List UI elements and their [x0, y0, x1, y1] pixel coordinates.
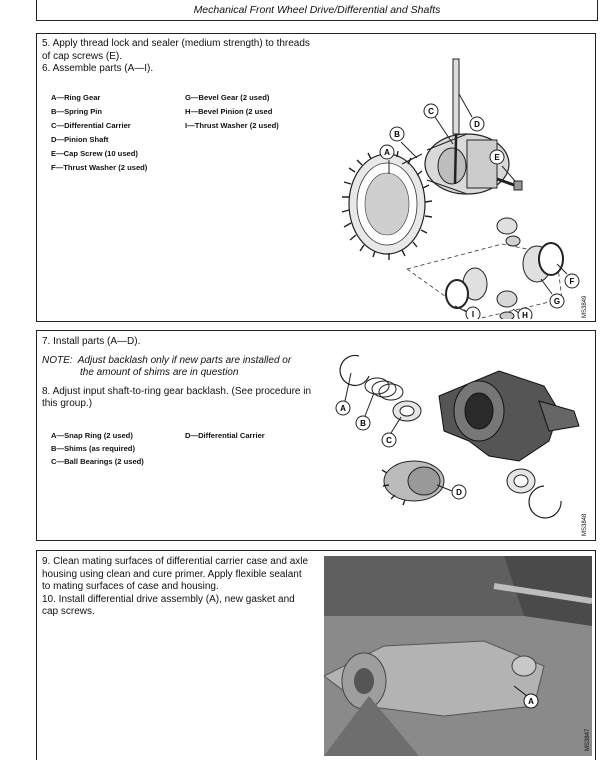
bevel-gears-drawing [446, 218, 563, 319]
legend-item: A—Snap Ring (2 used) [51, 431, 133, 440]
callout-C [382, 417, 401, 447]
panel-install-parts [36, 330, 596, 541]
cap-screw-drawing [497, 179, 522, 190]
legend-item: E—Cap Screw (10 used) [51, 149, 138, 158]
legend-item: D—Pinion Shaft [51, 135, 109, 144]
step-8: 8. Adjust input shaft-to-ring gear backlash. (See procedure in this group.) [42, 385, 312, 409]
figure-code: MS3847 [585, 728, 591, 751]
panel2-legend-left [51, 429, 144, 468]
legend-item: B—Spring Pin [51, 107, 103, 116]
callout-F [557, 264, 579, 288]
legend-item: G—Bevel Gear (2 used) [185, 93, 270, 102]
step-7: 7. Install parts (A—D). [42, 336, 141, 347]
legend-item: C—Differential Carrier [51, 121, 131, 130]
panel1-steps [42, 38, 312, 76]
step-6: 6. Assemble parts (A—I). [42, 63, 154, 74]
axle-housing-drawing [439, 371, 579, 461]
axle-housing-diagram [329, 351, 587, 536]
callout-H [513, 308, 532, 319]
callout-C [424, 104, 453, 144]
step-10: 10. Install differential drive assembly (A), new gasket and cap screws. [42, 593, 295, 617]
ring-gear-drawing [342, 148, 432, 260]
svg-text:C: C [428, 107, 434, 116]
svg-text:E: E [494, 153, 500, 162]
note [42, 355, 324, 380]
svg-text:B: B [360, 419, 366, 428]
callout-I [455, 306, 480, 319]
legend-item: I—Thrust Washer (2 used) [185, 121, 279, 130]
differential-carrier-drawing [382, 461, 444, 505]
panel-install-drive-assembly [36, 550, 596, 760]
svg-text:G: G [553, 297, 561, 306]
panel3-steps [42, 556, 312, 619]
svg-text:A: A [528, 697, 534, 706]
svg-text:A: A [340, 404, 346, 413]
panel-assemble-parts [36, 33, 596, 322]
callout-D [459, 94, 484, 131]
svg-text:B: B [394, 130, 400, 139]
svg-text:I: I [471, 310, 475, 319]
legend-item: H—Bevel Pinion (2 used [185, 107, 273, 116]
callout-D [437, 485, 466, 499]
note-line2: the amount of shims are in question [80, 367, 239, 378]
panel1-legend-right [185, 91, 279, 133]
svg-text:C: C [386, 436, 392, 445]
callout-G [541, 279, 564, 308]
differential-exploded-diagram [327, 54, 592, 319]
installed-differential-photo [324, 556, 592, 756]
svg-text:F: F [569, 277, 575, 286]
legend-item: D—Differential Carrier [185, 431, 265, 440]
panel1-legend-left [51, 91, 147, 175]
svg-text:A: A [384, 148, 390, 157]
svg-text:H: H [522, 311, 528, 319]
figure-code: MS3849 [582, 295, 588, 318]
svg-text:D: D [456, 488, 462, 497]
panel2-steps [42, 336, 324, 411]
note-label: NOTE: [42, 354, 73, 366]
callout-B [356, 393, 374, 430]
page-header [36, 0, 598, 21]
note-line1: Adjust backlash only if new parts are installed or [77, 354, 292, 366]
legend-item: C—Ball Bearings (2 used) [51, 457, 144, 466]
legend-item: B—Shims (as required) [51, 444, 135, 453]
shims-drawing [365, 378, 403, 400]
pinion-shaft-drawing [453, 59, 459, 134]
panel2-legend-right [185, 429, 265, 442]
header-title: Mechanical Front Wheel Drive/Differential and Shafts [193, 4, 441, 16]
legend-item: F—Thrust Washer (2 used) [51, 163, 148, 172]
step-5: 5. Apply thread lock and sealer (medium strength) to threads of cap screws (E). [42, 38, 310, 62]
svg-text:D: D [474, 120, 480, 129]
step-9: 9. Clean mating surfaces of differential carrier case and axle housing using clean and cure primer. Apply flexible sealant to mating surfaces of case and housing. [42, 556, 309, 592]
legend-item: A—Ring Gear [51, 93, 101, 102]
figure-code: MS3848 [582, 513, 588, 536]
